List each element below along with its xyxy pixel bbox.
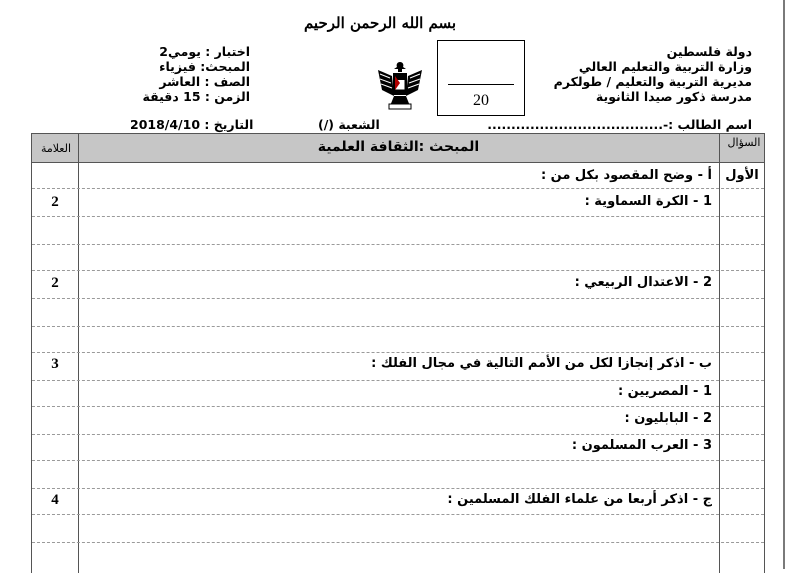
- mark-column-divider: [78, 134, 79, 573]
- item-celestial-sphere: 1 - الكرة السماوية :: [584, 194, 712, 209]
- mark-value: 4: [51, 492, 59, 508]
- row-line: [32, 188, 764, 189]
- row-line: [32, 434, 764, 435]
- question-part-a: أ - وضح المقصود بكل من :: [540, 168, 712, 183]
- exam-date: التاريخ : 2018/4/10: [130, 117, 254, 132]
- row-line: [32, 298, 764, 299]
- row-line: [32, 406, 764, 407]
- school-info: [554, 44, 752, 104]
- exam-subject: المبحث: فيزياء: [159, 59, 250, 74]
- score-total: 20: [473, 92, 489, 109]
- row-line: [32, 216, 764, 217]
- directorate-line: مديرية التربية والتعليم / طولكرم: [553, 74, 752, 89]
- mark-column-header: العلامة: [40, 142, 72, 155]
- row-line: [32, 352, 764, 353]
- palestine-eagle-emblem-icon: [372, 56, 428, 112]
- score-box: [437, 40, 525, 116]
- item-babylonians: 2 - البابليون :: [624, 411, 712, 426]
- basmala: بسم الله الرحمن الرحيم: [303, 14, 457, 32]
- question-column-header: السؤال: [727, 136, 761, 149]
- row-line: [32, 542, 764, 543]
- school-line: مدرسة ذكور صيدا الثانوية: [595, 89, 752, 104]
- country-line: دولة فلسطين: [666, 44, 752, 59]
- item-egyptians: 1 - المصريين :: [617, 384, 712, 399]
- row-line: [32, 514, 764, 515]
- question-number: الأول: [725, 168, 759, 183]
- question-part-c: ج - اذكر أربعا من علماء الفلك المسلمين :: [447, 492, 712, 507]
- subject-title: المبحث :الثقافة العلمية: [317, 139, 480, 155]
- score-input-line[interactable]: [448, 84, 514, 85]
- question-column-divider: [719, 134, 720, 573]
- item-muslim-arabs: 3 - العرب المسلمون :: [571, 438, 712, 453]
- exam-table: [31, 133, 765, 573]
- exam-type: اختبار : يومي2: [159, 44, 250, 59]
- student-name-field[interactable]: اسم الطالب :-.....................................: [487, 117, 752, 132]
- row-line: [32, 244, 764, 245]
- exam-duration: الزمن : 15 دقيقة: [142, 89, 250, 104]
- ministry-line: وزارة التربية والتعليم العالي: [578, 59, 752, 74]
- exam-grade: الصف : العاشر: [159, 74, 250, 89]
- mark-value: 2: [51, 194, 59, 210]
- row-line: [32, 326, 764, 327]
- mark-value: 3: [51, 356, 59, 372]
- section-field[interactable]: الشعبة (/): [318, 117, 380, 132]
- page-edge: [783, 0, 785, 569]
- item-vernal-equinox: 2 - الاعتدال الربيعي :: [574, 275, 712, 290]
- mark-value: 2: [51, 275, 59, 291]
- row-line: [32, 460, 764, 461]
- row-line: [32, 488, 764, 489]
- row-line: [32, 380, 764, 381]
- question-part-b: ب - اذكر إنجازا لكل من الأمم التالية في مجال الفلك :: [371, 356, 712, 371]
- exam-info: [130, 44, 250, 104]
- row-line: [32, 270, 764, 271]
